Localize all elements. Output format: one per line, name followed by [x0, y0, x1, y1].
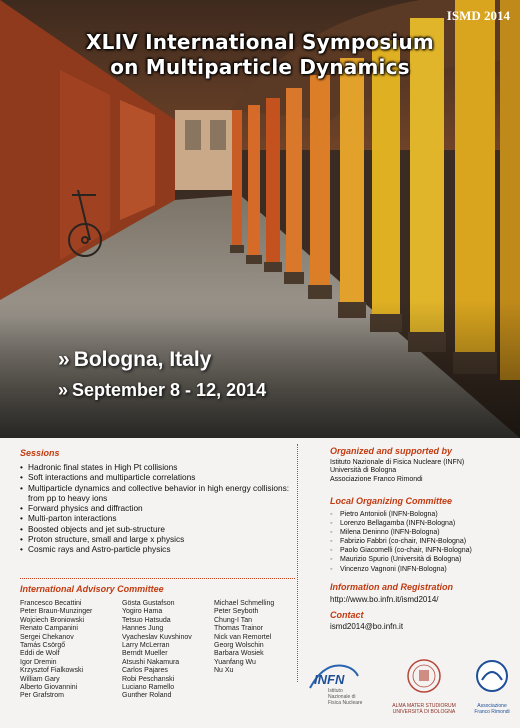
committee-member: Krzysztof Fialkowski: [20, 667, 84, 675]
organizer: Istituto Nazionale di Fisica Nucleare (INFN): [330, 459, 465, 466]
committee-member: Hannes Jung: [122, 625, 164, 633]
committee-member: ◦ Paolo Giacomelli (co-chair, INFN-Bologna): [330, 546, 472, 555]
title-line-1: XLIV International Symposium: [86, 30, 434, 54]
committee-member: Peter Seyboth: [214, 608, 259, 616]
rimondi-logo: [470, 658, 514, 715]
session-item: • Boosted objects and jet sub-structure: [20, 524, 295, 534]
committee-member: Gunther Roland: [122, 692, 172, 700]
committee-member: Wojciech Broniowski: [20, 616, 85, 624]
organizers-list: [330, 459, 464, 484]
unibo-seal-icon: [386, 658, 462, 698]
title-line-2: on Multiparticle Dynamics: [110, 55, 410, 79]
unibo-logo: [386, 658, 462, 715]
location-text: Bologna, Italy: [73, 348, 212, 371]
committee-member: Gösta Gustafson: [122, 600, 175, 607]
rimondi-line-2: Franco Rimondi: [474, 709, 510, 715]
website-link[interactable]: http://www.bo.infn.it/ismd2014/: [330, 595, 439, 604]
arrow-icon: »: [58, 380, 69, 400]
committee-member: ◦ Lorenzo Bellagamba (INFN-Bologna): [330, 519, 472, 528]
committee-member: Igor Dremin: [20, 658, 57, 666]
committee-member: ◦ Maurizio Spurio (Università di Bologna): [330, 555, 472, 564]
infn-logo-text: INFN: [314, 672, 345, 687]
session-item: • Hadronic final states in High Pt collisions: [20, 462, 295, 472]
committee-member: Luciano Ramello: [122, 684, 175, 692]
unibo-line-2: UNIVERSITÀ DI BOLOGNA: [392, 709, 456, 715]
advisory-col-3: [214, 600, 274, 676]
session-item: • Forward physics and diffraction: [20, 503, 295, 513]
committee-member: Atsushi Nakamura: [122, 658, 180, 666]
dates-text: September 8 - 12, 2014: [72, 380, 267, 400]
session-item: • Proton structure, small and large x physics: [20, 534, 295, 544]
committee-member: Berndt Mueller: [122, 650, 168, 658]
contact-heading: Contact: [330, 610, 364, 620]
sessions-heading: Sessions: [20, 448, 60, 458]
session-item: • Soft interactions and multiparticle correlations: [20, 472, 295, 482]
location: [58, 348, 211, 372]
committee-member: Eddi de Wolf: [20, 650, 60, 658]
info-heading: Information and Registration: [330, 582, 454, 592]
arrow-icon: »: [58, 348, 70, 371]
committee-member: Nick van Remortel: [214, 633, 272, 641]
committee-member: Per Grafstrom: [20, 692, 64, 700]
committee-member: Barbara Wosiek: [214, 650, 264, 658]
advisory-col-2: [122, 600, 192, 701]
sessions-list: [20, 462, 295, 555]
unibo-line-1: ALMA MATER STUDIORUM: [392, 703, 456, 709]
session-item: • Cosmic rays and Astro-particle physics: [20, 544, 295, 554]
committee-member: Peter Braun-Munzinger: [20, 608, 93, 616]
committee-member: ◦ Milena Deninno (INFN-Bologna): [330, 528, 472, 537]
advisory-col-1: [20, 600, 92, 701]
event-title: [0, 30, 520, 80]
committee-member: Nu Xu: [214, 667, 234, 675]
committee-member: Georg Wolschin: [214, 642, 264, 650]
committee-member: Michael Schmelling: [214, 600, 275, 607]
section-divider: [20, 578, 295, 579]
infn-subtitle: Istituto Nazionale di Fisica Nucleare: [328, 688, 363, 706]
committee-member: Chung-I Tan: [214, 616, 253, 624]
committee-member: Sergei Chekanov: [20, 633, 74, 641]
committee-member: Robi Peschanski: [122, 675, 175, 683]
committee-member: Tamás Csörgő: [20, 642, 66, 650]
committee-member: William Gary: [20, 675, 60, 683]
organizer: Università di Bologna: [330, 467, 397, 475]
session-item: • Multiparticle dynamics and collective behavior in high energy collisions: from pp to heavy ions: [20, 483, 295, 504]
corner-tag: ISMD 2014: [446, 8, 510, 23]
committee-member: Carlos Pajares: [122, 667, 168, 675]
rimondi-logo-icon: [470, 658, 514, 698]
committee-member: Thomas Trainor: [214, 625, 264, 633]
contact-email[interactable]: ismd2014@bo.infn.it: [330, 622, 404, 631]
committee-member: ◦ Fabrizio Fabbri (co-chair, INFN-Bologna): [330, 537, 472, 546]
committee-member: ◦ Vincenzo Vagnoni (INFN-Bologna): [330, 565, 472, 574]
committee-member: Alberto Giovannini: [20, 684, 78, 692]
committee-member: Renato Campanini: [20, 625, 78, 633]
committee-member: Yuanfang Wu: [214, 658, 256, 666]
committee-member: Vyacheslav Kuvshinov: [122, 633, 192, 641]
rimondi-line-1: Associazione: [477, 703, 507, 709]
local-committee-list: [330, 510, 472, 574]
committee-member: Tetsuo Hatsuda: [122, 616, 171, 624]
dates: [58, 380, 266, 401]
local-committee-heading: Local Organizing Committee: [330, 496, 453, 506]
committee-member: Larry McLerran: [122, 642, 170, 650]
committee-member: Yogiro Hama: [122, 608, 163, 616]
session-item: • Multi-parton interactions: [20, 513, 295, 523]
committee-member: ◦ Pietro Antonioli (INFN-Bologna): [330, 510, 472, 519]
committee-member: Francesco Becattini: [20, 600, 82, 607]
organizer: Associazione Franco Rimondi: [330, 475, 423, 483]
vertical-divider: [297, 444, 298, 682]
infn-logo: [304, 658, 364, 706]
advisory-heading: International Advisory Committee: [20, 584, 164, 594]
organized-heading: Organized and supported by: [330, 446, 453, 456]
